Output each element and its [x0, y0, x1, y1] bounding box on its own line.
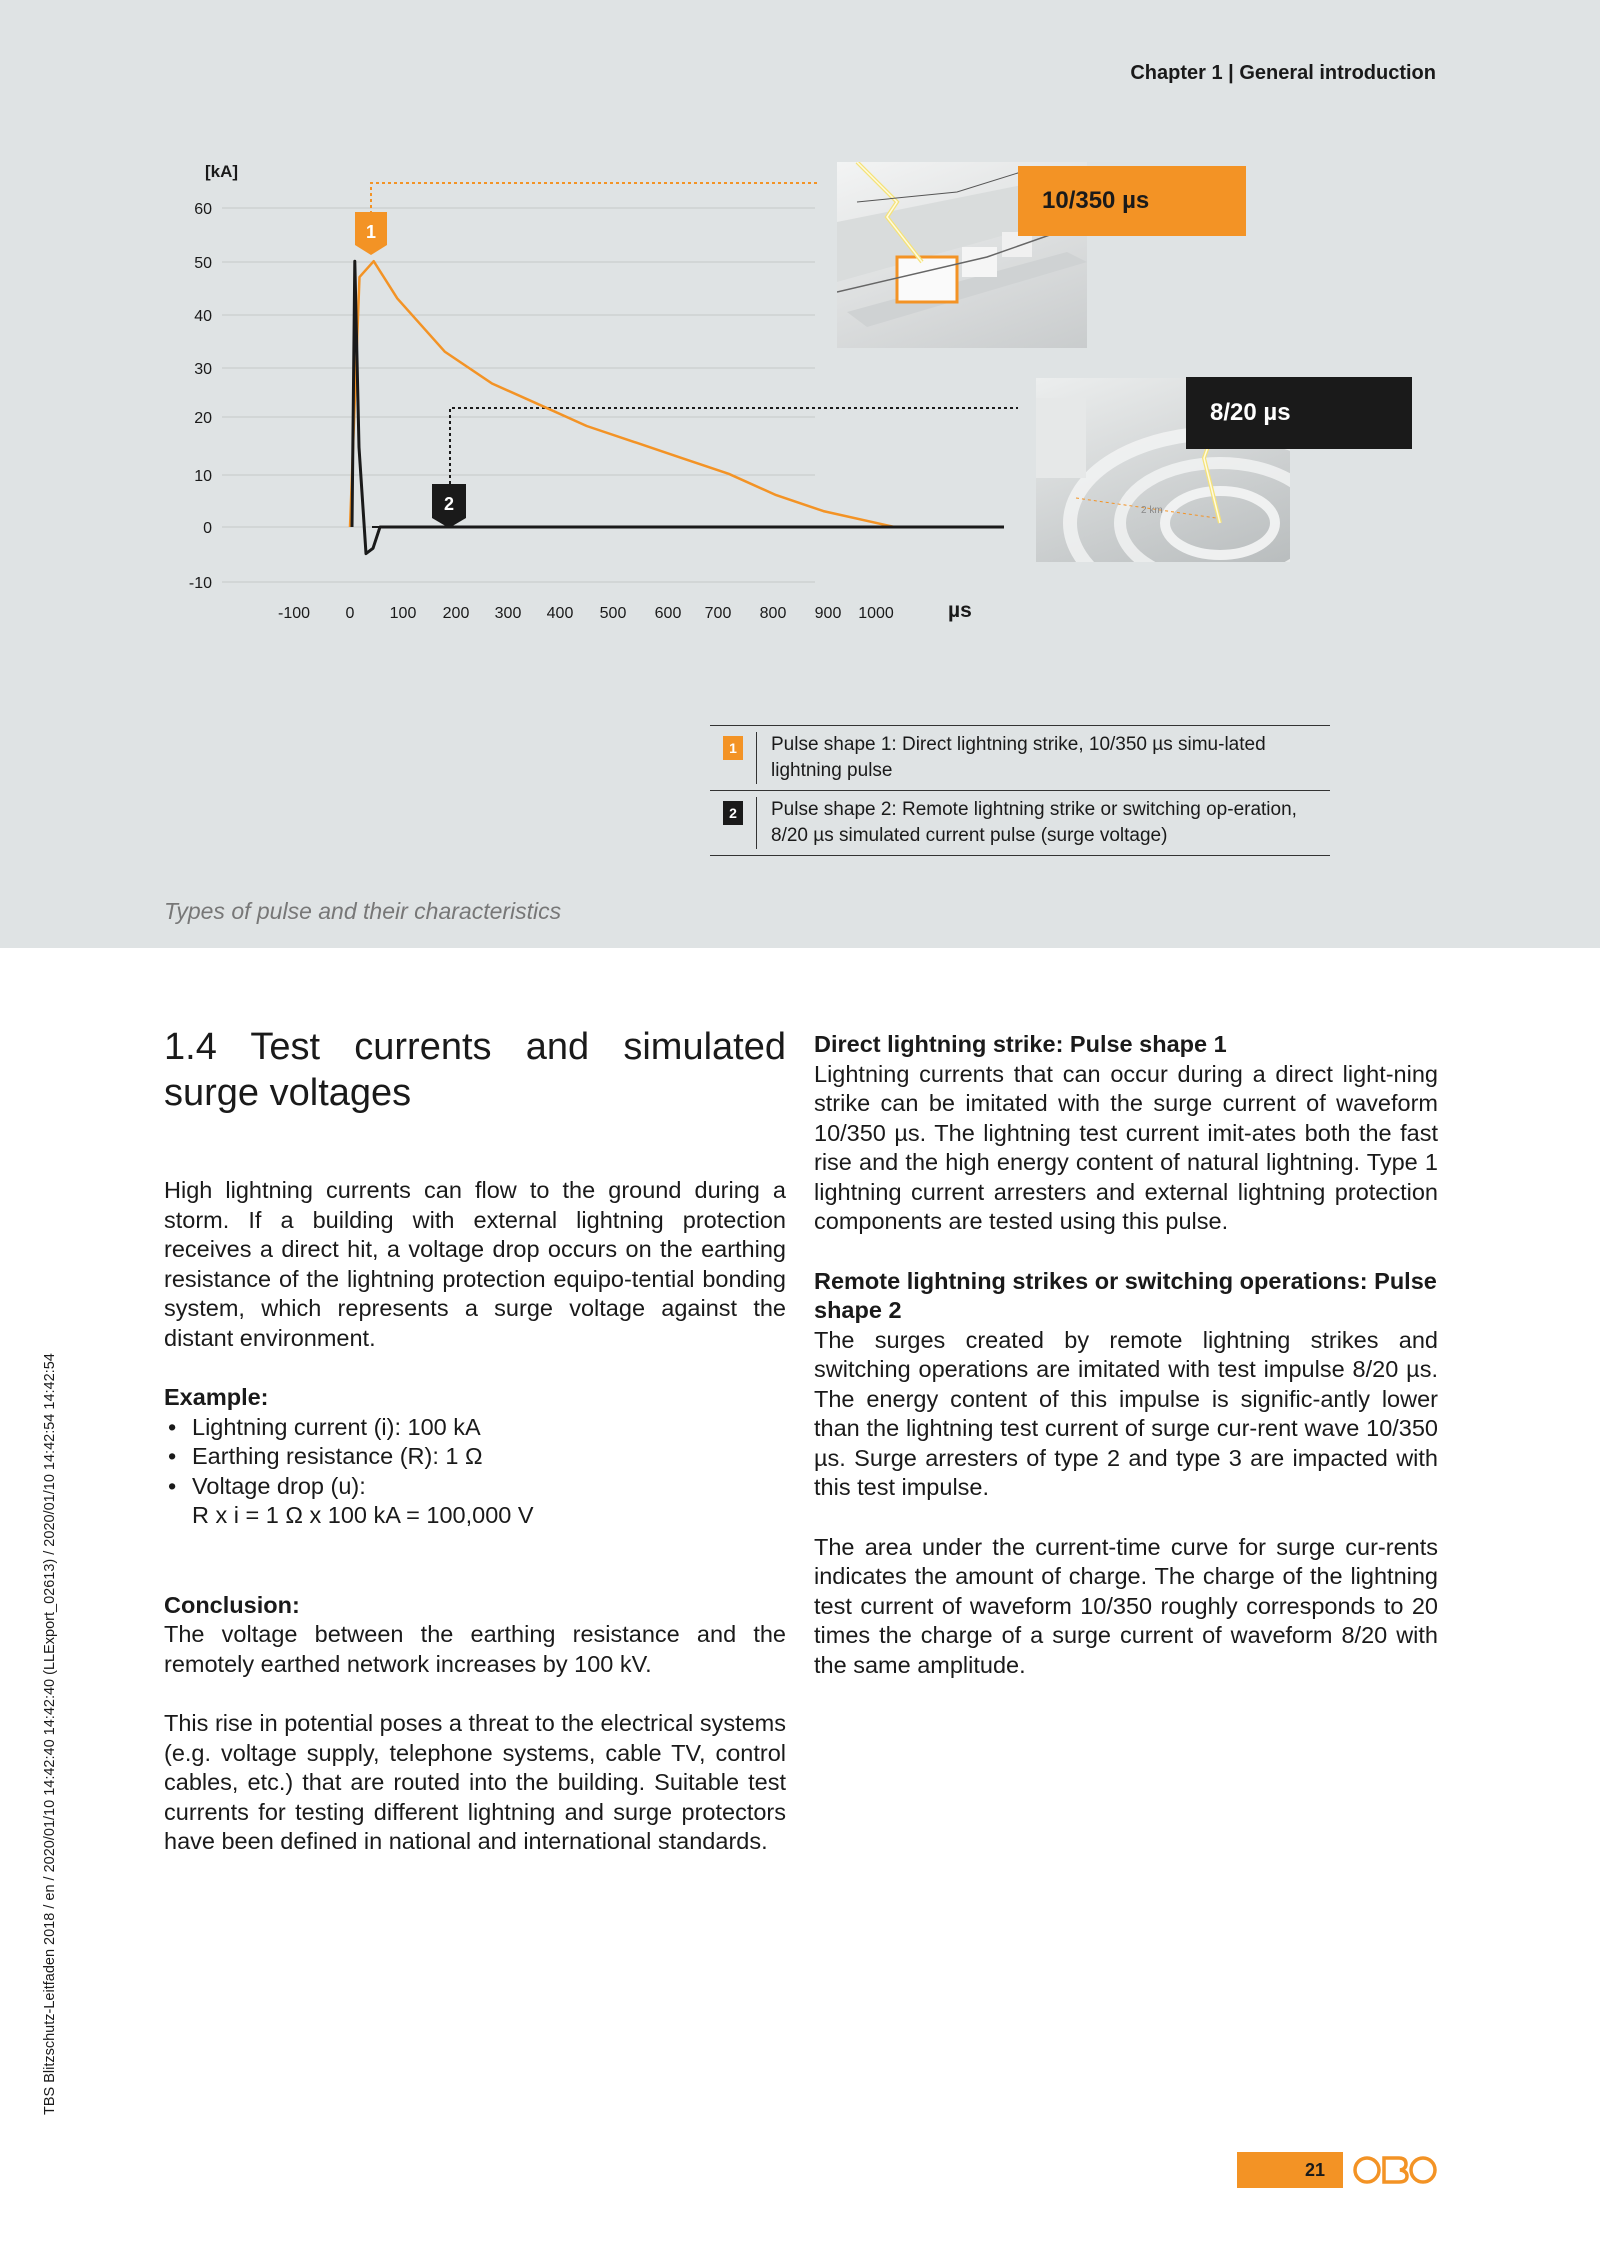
example-list — [164, 1413, 786, 1502]
x-tick-label: 1000 — [858, 605, 894, 622]
potential-rise-paragraph: This rise in potential poses a threat to the electrical systems (e.g. voltage supply, telephone systems, cable TV, control cables, etc.) that are routed into the building. Suitable test currents for testing different lightning and surge protectors have been defined in national and international standards. — [164, 1710, 786, 1854]
legend-text-1: Pulse shape 1: Direct lightning strike, 10/350 µs simu-lated lightning pulse — [756, 732, 1330, 784]
remote-strike-paragraph: The surges created by remote lightning strikes and switching operations are imitated with test impulse 8/20 µs. The energy content of this impulse is signific-antly lower than the lightning test current of surge cur-rent wave 10/350 µs. Surge arresters of type 2 and type 3 are impacted with this test impulse. — [814, 1326, 1438, 1500]
y-tick-label: 50 — [194, 255, 212, 272]
marker-1 — [355, 212, 387, 255]
badge-8-20: 8/20 µs — [1186, 377, 1412, 449]
y-tick-label: -10 — [188, 575, 212, 592]
section-title-line-2: surge voltages — [164, 1072, 412, 1114]
chapter-header: Chapter 1 | General introduction — [1130, 62, 1436, 84]
x-tick-label: 0 — [345, 605, 355, 622]
legend-num-1: 1 — [723, 736, 743, 760]
legend-num-2: 2 — [723, 801, 743, 825]
legend-text-2: Pulse shape 2: Remote lightning strike or switching op-eration, 8/20 µs simulated current pulse (surge voltage) — [756, 797, 1330, 849]
badge-10-350: 10/350 µs — [1018, 166, 1246, 236]
y-tick-label: 40 — [194, 308, 212, 325]
x-tick-label: 200 — [442, 605, 470, 622]
side-print-note: TBS Blitzschutz-Leitfaden 2018 / en / 2020/01/10 14:42:40 14:42:40 (LLExport_02613) / 2020/01/10 14:42:54 14:42:54 — [42, 1353, 58, 2115]
distance-label: 2 km — [1141, 505, 1163, 516]
charge-paragraph: The area under the current-time curve for surge cur-rents indicates the amount of charge. The charge of the lightning test current of waveform 10/350 roughly corresponds to 20 times the charge of a surge current of waveform 8/20 with the same amplitude. — [814, 1533, 1438, 1678]
right-column — [814, 1030, 1438, 1680]
intro-paragraph: High lightning currents can flow to the ground during a storm. If a building with external lightning protection receives a direct hit, a voltage drop occurs on the earthing resistance of the lightning protection equipo-tential bonding system, which represents a surge voltage against the distant environment. — [164, 1177, 786, 1351]
marker-2 — [432, 484, 466, 528]
x-tick-label: 900 — [814, 605, 842, 622]
series-line-10-350 — [350, 261, 894, 527]
y-tick-labels — [189, 201, 212, 592]
obo-logo — [1353, 2150, 1437, 2190]
section-title — [164, 1024, 786, 1116]
example-item: • Voltage drop (u): — [164, 1472, 786, 1502]
pulse-legend-table — [710, 725, 1330, 856]
y-tick-label: 0 — [203, 520, 212, 537]
x-axis-label: µs — [948, 599, 972, 622]
y-tick-label: 60 — [194, 201, 212, 218]
example-item: • Lightning current (i): 100 kA — [164, 1413, 786, 1443]
voltage-formula: R x i = 1 Ω x 100 kA = 100,000 V — [192, 1502, 534, 1528]
x-tick-labels — [278, 605, 894, 622]
marker-1-label: 1 — [365, 222, 377, 242]
section-title-line-1: 1.4 Test currents and simulated — [164, 1026, 786, 1068]
example-heading: Example: — [164, 1384, 269, 1410]
legend-row-2 — [710, 791, 1330, 856]
dotted-callout-1 — [371, 183, 818, 220]
y-tick-label: 20 — [194, 410, 212, 427]
remote-strike-heading: Remote lightning strikes or switching operations: Pulse shape 2 — [814, 1267, 1437, 1323]
left-column — [164, 1024, 786, 1857]
y-axis-label: [kA] — [205, 162, 239, 181]
y-tick-label: 10 — [194, 468, 212, 485]
y-tick-label: 30 — [194, 361, 212, 378]
direct-strike-paragraph: Lightning currents that can occur during a direct light-ning strike can be imitated with the surge current of waveform 10/350 µs. The lightning test current imit-ates both the fast rise and the high energy content of natural lightning. Type 1 lightning current arresters and external lightning protection components are tested using this pulse. — [814, 1060, 1438, 1234]
figure-caption: Types of pulse and their characteristics — [164, 898, 562, 924]
legend-row-1 — [710, 725, 1330, 791]
x-tick-label: 500 — [599, 605, 627, 622]
dotted-callout-2 — [450, 408, 1018, 484]
marker-2-label: 2 — [443, 494, 455, 514]
conclusion-paragraph: The voltage between the earthing resistance and the remotely earthed network increases by 100 kV. — [164, 1621, 786, 1677]
conclusion-heading: Conclusion: — [164, 1591, 300, 1618]
direct-strike-heading: Direct lightning strike: Pulse shape 1 — [814, 1031, 1227, 1057]
x-tick-label: 400 — [546, 605, 574, 622]
x-tick-label: -100 — [277, 605, 311, 622]
page-number: 21 — [1237, 2152, 1343, 2188]
example-item: • Earthing resistance (R): 1 Ω — [164, 1442, 786, 1472]
x-tick-label: 300 — [494, 605, 522, 622]
x-tick-label: 600 — [654, 605, 682, 622]
x-tick-label: 100 — [389, 605, 417, 622]
x-tick-label: 800 — [759, 605, 787, 622]
x-tick-label: 700 — [704, 605, 732, 622]
